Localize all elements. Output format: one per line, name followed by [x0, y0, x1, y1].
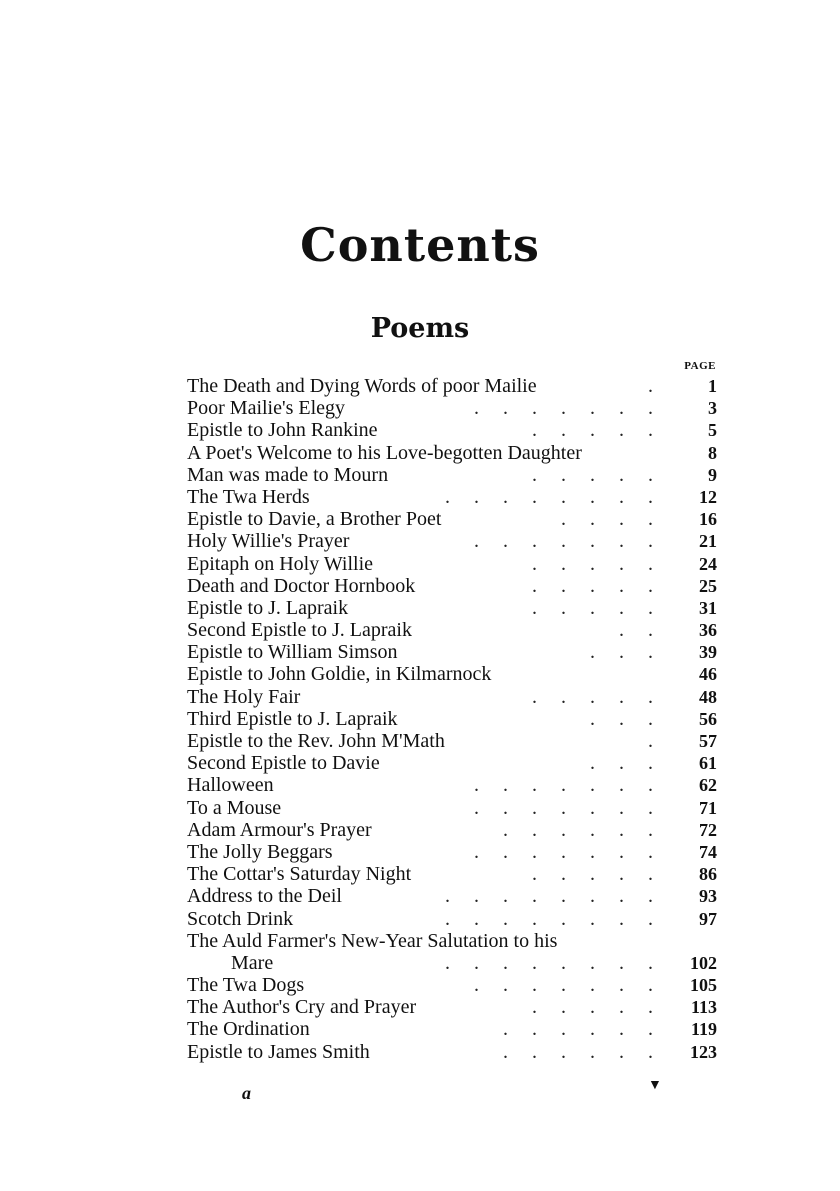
toc-leader-dots: ..... [532, 552, 677, 575]
signature-mark: a [242, 1083, 251, 1103]
toc-leader-dots: ....... [474, 530, 677, 553]
toc-entry-title: The Twa Dogs [187, 974, 305, 997]
toc-entry-title: Epistle to the Rev. John M'Math [187, 730, 445, 752]
toc-entry [187, 708, 717, 730]
toc-entry-page: 86 [699, 864, 717, 885]
toc-entry [187, 952, 717, 974]
page-title: Contents [300, 218, 540, 272]
toc-entry-page: 3 [708, 398, 717, 419]
toc-leader-dots: ....... [474, 840, 677, 863]
toc-entry [187, 508, 717, 530]
page-column-label: PAGE [684, 360, 716, 372]
toc-entry-title: The Ordination [187, 1018, 310, 1041]
toc-entry [187, 863, 717, 885]
toc-entry [187, 597, 717, 619]
toc-entry-page: 1 [708, 376, 717, 396]
toc-entry [187, 819, 717, 841]
toc-entry-page: 21 [699, 531, 717, 552]
toc-leader-dots: ... [590, 752, 677, 775]
catchword-mark: ▼ [648, 1078, 662, 1093]
toc-leader-dots: ..... [532, 463, 677, 486]
toc-entry-page: 56 [699, 708, 717, 729]
toc-entry-title: The Auld Farmer's New-Year Salutation to his [187, 929, 558, 952]
toc-entry-title: Third Epistle to J. Lapraik [187, 707, 398, 730]
toc-leader-dots: ........ [445, 907, 677, 930]
table-of-contents [187, 375, 717, 1063]
toc-entry [187, 908, 717, 930]
toc-leader-dots: ..... [532, 863, 677, 886]
toc-entry-title: Holy Willie's Prayer [187, 530, 350, 553]
toc-entry-page: 93 [699, 886, 717, 907]
toc-entry-page: 5 [708, 420, 717, 441]
toc-entry [187, 419, 717, 441]
toc-entry [187, 752, 717, 774]
toc-entry [187, 397, 717, 419]
toc-entry-title: Death and Doctor Hornbook [187, 574, 416, 597]
toc-entry-page: 9 [708, 464, 717, 485]
toc-leader-dots: ........ [445, 485, 677, 508]
toc-entry-title: Second Epistle to J. Lapraik [187, 619, 412, 642]
toc-leader-dots: ........ [445, 951, 677, 974]
toc-entry-page: 16 [699, 509, 717, 530]
toc-entry-title: Scotch Drink [187, 907, 294, 930]
toc-entry-page: 25 [699, 575, 717, 596]
toc-entry-title: Epistle to William Simson [187, 641, 398, 664]
toc-entry-page: 105 [690, 975, 717, 996]
toc-leader-dots: ...... [503, 1018, 677, 1041]
toc-entry [187, 930, 717, 952]
toc-leader-dots: ....... [474, 774, 677, 797]
toc-leader-dots: ..... [532, 574, 677, 597]
toc-entry-page: 113 [690, 997, 717, 1018]
toc-entry-page: 123 [690, 1041, 717, 1062]
toc-entry-page: 48 [699, 686, 717, 707]
toc-entry-title: A Poet's Welcome to his Love-begotten Daughter [187, 441, 582, 464]
toc-leader-dots: .. [619, 619, 677, 642]
toc-entry [187, 974, 717, 996]
toc-entry-page: 8 [708, 442, 717, 463]
toc-entry-page: 74 [699, 841, 717, 862]
toc-entry-page: 12 [699, 486, 717, 507]
toc-entry-title: Man was made to Mourn [187, 463, 389, 486]
toc-entry [187, 619, 717, 641]
toc-entry [187, 996, 717, 1018]
toc-entry-title: The Holy Fair [187, 685, 301, 708]
toc-entry-page: 36 [699, 620, 717, 641]
toc-entry [187, 730, 717, 752]
toc-entry [187, 464, 717, 486]
toc-entry-page: 72 [699, 819, 717, 840]
toc-entry-title: The Death and Dying Words of poor Mailie [187, 375, 537, 397]
toc-entry [187, 686, 717, 708]
toc-entry-title: To a Mouse [187, 796, 282, 819]
toc-entry [187, 774, 717, 796]
toc-entry-title: Halloween [187, 774, 274, 797]
toc-leader-dots: ...... [503, 1040, 677, 1063]
toc-entry-page: 46 [699, 664, 717, 685]
toc-entry [187, 641, 717, 663]
toc-entry [187, 841, 717, 863]
toc-entry-title: Epistle to John Rankine [187, 419, 378, 442]
toc-leader-dots: . [648, 375, 677, 397]
toc-entry-page: 61 [699, 753, 717, 774]
toc-leader-dots: . [648, 730, 677, 752]
toc-entry-page: 39 [699, 642, 717, 663]
toc-entry-title: The Cottar's Saturday Night [187, 863, 412, 886]
toc-entry-title: Epitaph on Holy Willie [187, 552, 374, 575]
toc-leader-dots: ... [590, 641, 677, 664]
toc-entry [187, 797, 717, 819]
toc-leader-dots: ..... [532, 996, 677, 1019]
toc-entry-title: Poor Mailie's Elegy [187, 397, 346, 420]
toc-leader-dots: ...... [503, 818, 677, 841]
toc-entry-title: Second Epistle to Davie [187, 752, 380, 775]
toc-entry-title: The Twa Herds [187, 485, 310, 508]
toc-leader-dots: ..... [532, 685, 677, 708]
toc-entry [187, 486, 717, 508]
toc-entry-title: Address to the Deil [187, 885, 342, 908]
toc-entry-title: Epistle to James Smith [187, 1040, 370, 1063]
toc-entry-page: 24 [699, 553, 717, 574]
toc-entry-page: 57 [699, 731, 717, 751]
toc-entry-page: 102 [690, 952, 717, 973]
toc-leader-dots: ....... [474, 796, 677, 819]
toc-entry-page: 71 [699, 797, 717, 818]
toc-leader-dots: ... [590, 707, 677, 730]
toc-entry-title: Epistle to J. Lapraik [187, 596, 349, 619]
toc-entry-page: 119 [690, 1019, 717, 1040]
toc-entry-title: The Author's Cry and Prayer [187, 996, 417, 1019]
toc-entry [187, 375, 717, 397]
toc-entry-page: 97 [699, 908, 717, 929]
toc-leader-dots: ....... [474, 974, 677, 997]
toc-entry [187, 663, 717, 685]
toc-entry [187, 1041, 717, 1063]
toc-entry [187, 553, 717, 575]
toc-leader-dots: .... [561, 508, 677, 531]
toc-entry [187, 442, 717, 464]
toc-leader-dots: ..... [532, 596, 677, 619]
toc-entry-title: The Jolly Beggars [187, 840, 333, 863]
toc-entry [187, 575, 717, 597]
toc-entry [187, 885, 717, 907]
toc-entry-title: Epistle to Davie, a Brother Poet [187, 508, 442, 531]
toc-leader-dots: ........ [445, 885, 677, 908]
toc-entry-page: 31 [699, 597, 717, 618]
toc-leader-dots: ..... [532, 419, 677, 442]
toc-entry-title: Mare [231, 951, 274, 974]
toc-entry [187, 530, 717, 552]
toc-leader-dots: ....... [474, 397, 677, 420]
toc-entry-page: 62 [699, 775, 717, 796]
toc-entry-title: Adam Armour's Prayer [187, 818, 372, 841]
toc-entry [187, 1018, 717, 1040]
toc-entry-title: Epistle to John Goldie, in Kilmarnock [187, 663, 492, 686]
section-title: Poems [370, 313, 470, 344]
